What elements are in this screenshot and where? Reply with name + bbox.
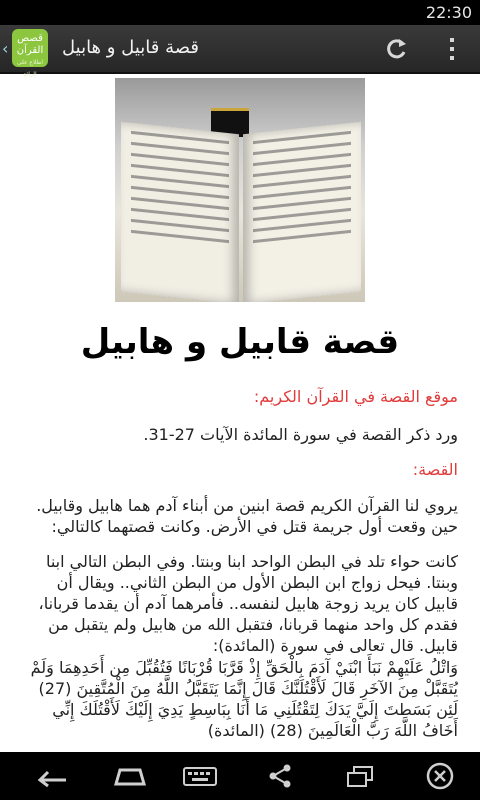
- navigation-bar: [0, 752, 480, 800]
- location-text: ورد ذكر القصة في سورة المائدة الآيات 27-31.: [143, 425, 458, 444]
- logo-subtext: اطلاع على الرائع: [16, 59, 44, 78]
- location-label: موقع القصة في القرآن الكريم:: [253, 387, 458, 406]
- page-title: قصة قابيل و هابيل: [62, 37, 199, 58]
- story-paragraph-1: يروي لنا القرآن الكريم قصة ابنين من أبناء آدم هما هابيل وقابيل. حين وقعت أول جريمة قتل في الأرض. وكانت قصتهما كالتالي:: [36, 496, 458, 536]
- overflow-menu-icon: [448, 36, 456, 62]
- book-page-right: [243, 122, 361, 302]
- keyboard-button[interactable]: [160, 752, 240, 800]
- logo-text-2: القرآن: [16, 45, 44, 56]
- app-logo[interactable]: [12, 29, 48, 78]
- back-icon: [32, 764, 72, 788]
- clock: 22:30: [425, 3, 472, 22]
- overflow-menu-button[interactable]: [428, 25, 476, 72]
- home-button[interactable]: [90, 752, 170, 800]
- quran-image: [115, 78, 365, 302]
- logo-text-1: قصص: [17, 33, 43, 44]
- home-icon: [110, 764, 150, 788]
- recent-apps-icon: [340, 764, 380, 788]
- back-button[interactable]: [12, 752, 92, 800]
- refresh-button[interactable]: [372, 25, 420, 72]
- recent-apps-button[interactable]: [320, 752, 400, 800]
- action-bar: [0, 25, 480, 78]
- refresh-icon: [383, 36, 409, 62]
- story-label: القصة:: [412, 460, 458, 479]
- story-paragraph-2: كانت حواء تلد في البطن الواحد ابنا وبنتا. وفي البطن التالي ابنا وبنتا. فيحل زواج ابن البطن الأول من البطن الثاني.. ويقال أن قابيل كان يريد زوجة هابيل لنفسه.. فأمرهما آدم أن يقدما قربانا، فقدم كل واحد منهما قربانا، فتقبل الله من هابيل ولم يتقبل من قابيل. قال تعالى في سورة (المائدة):: [38, 552, 458, 655]
- close-button[interactable]: [400, 752, 480, 800]
- share-button[interactable]: [240, 752, 320, 800]
- up-chevron-icon[interactable]: ‹: [2, 39, 9, 58]
- book-page-left: [121, 122, 239, 302]
- share-icon: [265, 763, 295, 789]
- story-content[interactable]: [0, 74, 480, 752]
- story-heading: قصة قابيل و هابيل: [80, 322, 400, 362]
- status-bar: [0, 0, 480, 25]
- close-circle-icon: [425, 761, 455, 791]
- quran-verse: وَاتْلُ عَلَيْهِمْ نَبَأَ ابْنَيْ آدَمَ بِالْحَقِّ إِذْ قَرَّبَا قُرْبَانًا فَتُقُبِّلَ مِن أَحَدِهِمَا وَلَمْ يُتَقَبَّلْ مِنَ الآخَرِ قَالَ لَأَقْتُلَنَّكَ قَالَ إِنَّمَا يَتَقَبَّلُ اللَّهُ مِنَ الْمُتَّقِينَ (27) لَئِن بَسَطتَ إِلَيَّ يَدَكَ لِتَقْتُلَنِي مَا أَنَا بِبَاسِطٍ يَدِيَ إِلَيْكَ لَأَقْتُلَكَ إِنِّي أَخَافُ اللَّهَ رَبَّ الْعَالَمِينَ (28) (المائدة): [30, 658, 458, 740]
- keyboard-icon: [180, 764, 220, 788]
